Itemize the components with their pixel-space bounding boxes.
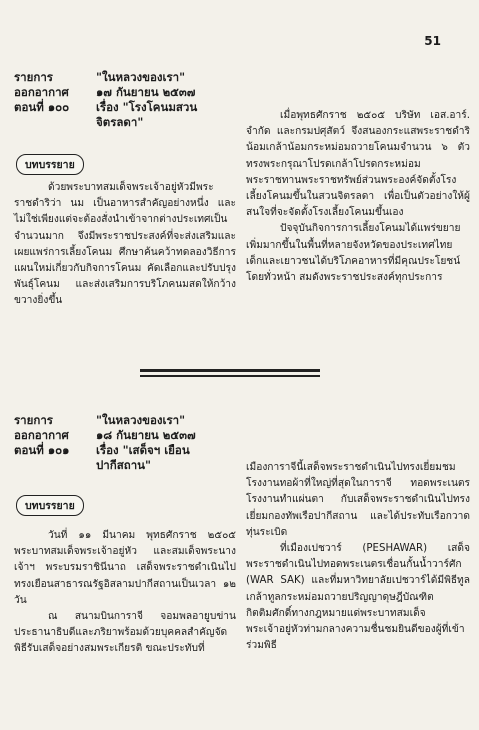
broadcast-label: ออกอากาศ <box>14 85 69 99</box>
paragraph: ที่เมืองเปชวาร์ (PESHAWAR) เสด็จพระราชดำเนินไปทอดพระเนตรเชื่อนกั้นน้ำวาร์ศัก (WAR SAK) และที่มหาวิทยาลัยเปชวาร์ได้มีพิธีทูลเกล้าทูลกระหม่อมถวายปริญญาดุษฎีบัณฑิตกิตติมศักดิ์ทางกฎหมายแด่พระบาทสมเด็จพระเจ้าอยู่หัวท่ามกลางความชื่นชมยินดีของผู้ที่เข้าร่วมพิธี <box>246 543 470 652</box>
broadcast-date: ๑๘ กันยายน ๒๕๓๗ <box>96 428 196 442</box>
narration-badge: บทบรรยาย <box>16 495 84 516</box>
narration-badge: บทบรรยาย <box>16 154 84 175</box>
article-2-right-column <box>246 460 470 654</box>
paragraph: ณ สนามบินการาจี จอมพลอายูบข่าน ประธานาธิบดีและภริยาพร้อมด้วยบุคคลสำคัญจัดพิธีรับเสด็จอย่างสมพระเกียรติ ขณะประทับที่ <box>14 611 236 655</box>
paragraph: เมืองการาจีนี้เสด็จพระราชดำเนินไปทรงเยี่ยมชมโรงงานทอผ้าที่ใหญ่ที่สุดในการาจี ทอดพระเนตรโรงงานทำแผ่นตา กับเสด็จพระราชดำเนินไปทรงเยี่ยมกองทัพเรือปากีสถาน และได้ประทับเรือกวาดทุ่นระเบิด <box>246 462 470 538</box>
program-name: "ในหลวงของเรา" <box>96 413 186 427</box>
article-1-left-column <box>14 180 236 310</box>
section-divider <box>140 369 320 372</box>
program-info-2 <box>14 413 206 473</box>
program-label: รายการ <box>14 413 53 427</box>
episode-label: ตอนที่ ๑๐๐ <box>14 100 70 114</box>
episode-label: ตอนที่ ๑๐๑ <box>14 443 70 457</box>
program-info-1 <box>14 70 206 130</box>
broadcast-label: ออกอากาศ <box>14 428 69 442</box>
page-number: 51 <box>424 34 441 48</box>
article-2-left-column <box>14 528 236 658</box>
paragraph: เมื่อพุทธศักราช ๒๕๐๕ บริษัท เอส.อาร์. จำกัด และกรมปศุสัตว์ จึงสนองกระแสพระราชดำริน้อมเกล้าน้อมกระหม่อมถวายโคนมจำนวน ๖ ตัว ทรงพระกรุณาโปรดเกล้าโปรดกระหม่อมพระราชทานพระราชทรัพย์ส่วนพระองค์จัดตั้งโรงเลี้ยงโคนมขึ้นในสวนจิตรลดา เพื่อเป็นตัวอย่างให้ผู้สนใจที่จะจัดตั้งโรงเลี้ยงโคนมขึ้นเอง <box>246 110 470 219</box>
episode-title: เรื่อง "เสด็จฯ เยือนปากีสถาน" <box>96 443 190 472</box>
paragraph: ด้วยพระบาทสมเด็จพระเจ้าอยู่หัวมีพระราชดำริว่า นม เป็นอาหารสำคัญอย่างหนึ่ง และไม่ใช่เพียงแต่จะต้องสั่งนำเข้าจากต่างประเทศเป็นจำนวนมาก จึงมีพระราชประสงค์ที่จะส่งเสริมและเผยแพร่การเลี้ยงโคนม ศึกษาค้นคว้าทดลองวิธีการแผนใหม่เกี่ยวกับกิจการโคนม คัดเลือกและปรับปรุงพันธุ์โคนม และส่งเสริมการบริโภคนมสดให้กว้างขวางยิ่งขึ้น <box>14 182 236 307</box>
episode-title: เรื่อง "โรงโคนมสวนจิตรลดา" <box>96 100 198 129</box>
paragraph: ปัจจุบันกิจการการเลี้ยงโคนมได้แพร่ขยายเพิ่มมากขึ้นในพื้นที่หลายจังหวัดของประเทศไทย เด็กและเยาวชนได้บริโภคอาหารที่มีคุณประโยชน์โดยทั่วหน้า สมดังพระราชประสงค์ทุกประการ <box>246 223 461 284</box>
broadcast-date: ๑๗ กันยายน ๒๕๓๗ <box>96 85 196 99</box>
paragraph: วันที่ ๑๑ มีนาคม พุทธศักราช ๒๕๐๕ พระบาทสมเด็จพระเจ้าอยู่หัว และสมเด็จพระนางเจ้าฯ พระบรมราชินีนาถ เสด็จพระราชดำเนินไปทรงเยือนสาธารณรัฐอิสลามปากีสถานเป็นเวลา ๑๒ วัน <box>14 530 236 606</box>
article-1-right-column <box>246 108 470 286</box>
program-label: รายการ <box>14 70 53 84</box>
program-name: "ในหลวงของเรา" <box>96 70 186 84</box>
